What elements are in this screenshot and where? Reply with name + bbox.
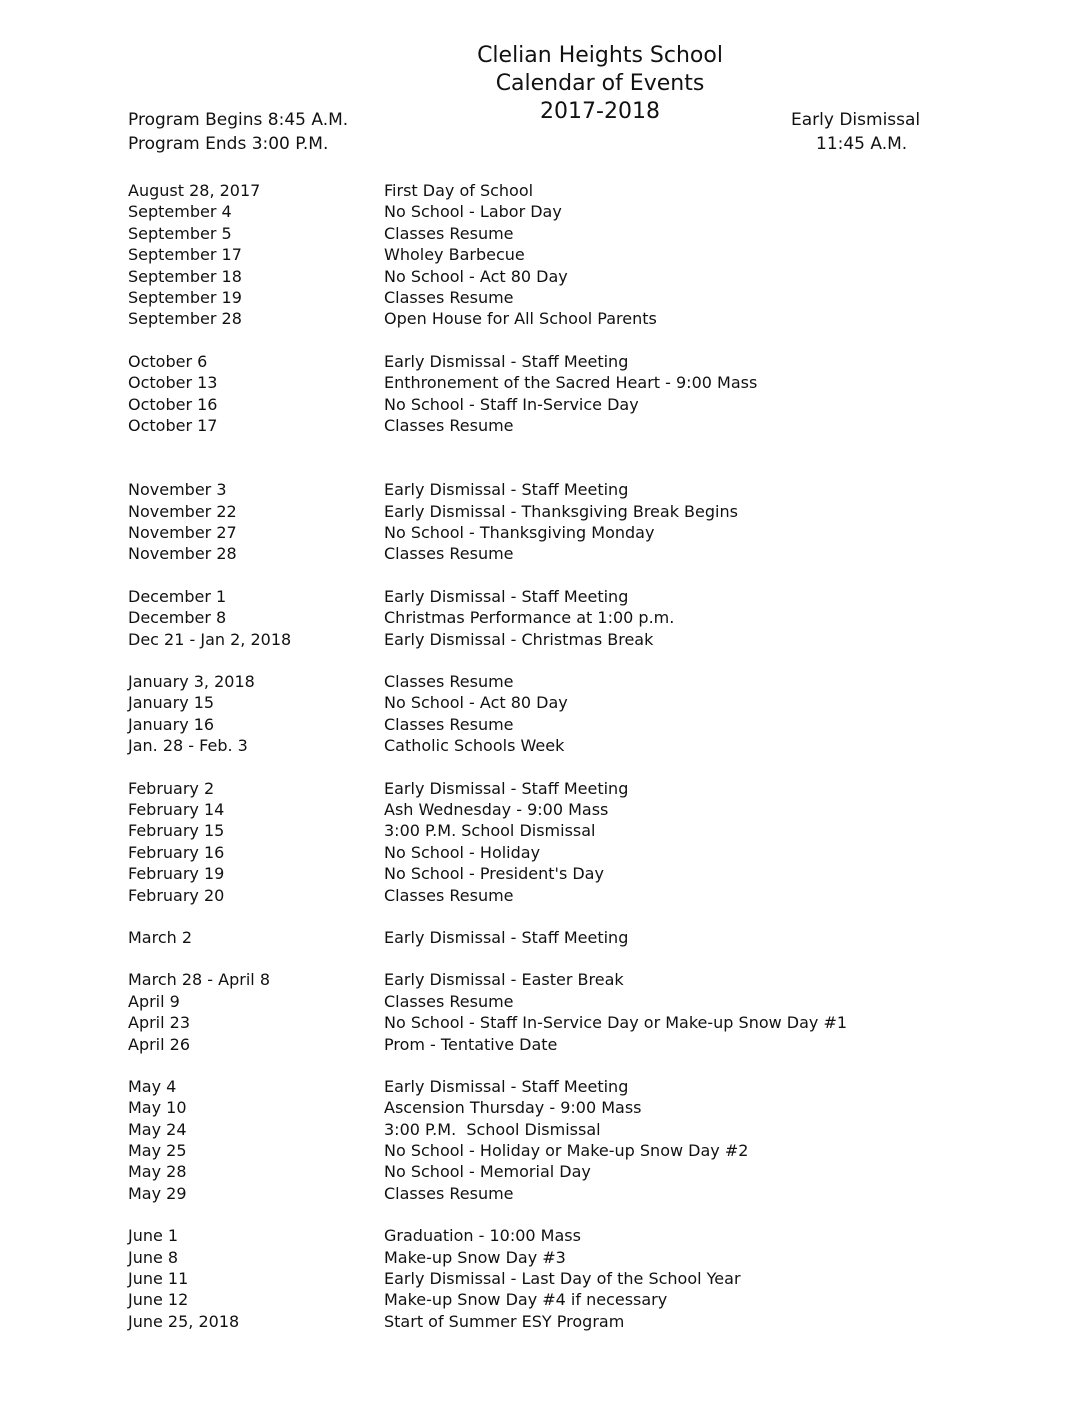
event-description: Start of Summer ESY Program [384,1311,625,1331]
event-description: No School - Staff In-Service Day or Make-up Snow Day #1 [384,1013,848,1033]
event-description: Catholic Schools Week [384,736,565,756]
event-row [128,714,1028,735]
event-date: April 26 [128,1034,191,1054]
event-date: November 27 [128,523,237,543]
event-description: Early Dismissal - Last Day of the School Year [384,1269,741,1289]
event-date: October 13 [128,373,218,393]
event-date: February 19 [128,864,225,884]
event-description: Classes Resume [384,991,514,1011]
event-row [128,820,1028,841]
event-row [128,586,1028,607]
event-row [128,1225,1028,1246]
event-row [128,1140,1028,1161]
event-row [128,991,1028,1012]
event-group [128,1225,1028,1332]
event-date: January 15 [128,693,215,713]
event-row [128,308,1028,329]
event-row [128,969,1028,990]
event-row [128,1183,1028,1204]
event-group [128,671,1028,757]
early-dismissal-time: 11:45 A.M. [816,134,908,154]
event-description: Classes Resume [384,415,514,435]
event-description: No School - Staff In-Service Day [384,394,639,414]
event-row [128,927,1028,948]
event-description: Classes Resume [384,1183,514,1203]
event-description: Open House for All School Parents [384,309,657,329]
event-date: April 9 [128,991,180,1011]
event-date: February 20 [128,885,225,905]
event-description: No School - President's Day [384,864,604,884]
early-dismissal-label: Early Dismissal [791,110,921,130]
event-row [128,863,1028,884]
event-row [128,1012,1028,1033]
event-group [128,479,1028,565]
event-date: September 5 [128,223,232,243]
event-description: Early Dismissal - Thanksgiving Break Begins [384,501,738,521]
event-row [128,1311,1028,1332]
event-date: February 14 [128,799,225,819]
event-row [128,415,1028,436]
event-row [128,479,1028,500]
event-date: Jan. 28 - Feb. 3 [128,736,248,756]
event-group [128,778,1028,906]
program-ends: Program Ends 3:00 P.M. [128,134,329,154]
event-date: December 8 [128,608,227,628]
event-description: Wholey Barbecue [384,245,525,265]
event-row [128,778,1028,799]
event-group [128,927,1028,948]
event-row [128,607,1028,628]
event-date: February 16 [128,842,225,862]
event-description: Early Dismissal - Staff Meeting [384,778,629,798]
event-date: September 17 [128,245,242,265]
event-row [128,372,1028,393]
event-row [128,671,1028,692]
event-date: September 19 [128,287,242,307]
event-row [128,394,1028,415]
event-row [128,266,1028,287]
event-date: June 11 [128,1269,189,1289]
event-date: May 10 [128,1098,187,1118]
event-description: Early Dismissal - Staff Meeting [384,1076,629,1096]
event-row [128,223,1028,244]
event-date: May 29 [128,1183,187,1203]
event-description: Early Dismissal - Staff Meeting [384,927,629,947]
school-name: Clelian Heights School [477,43,723,68]
event-date: September 28 [128,309,242,329]
event-row [128,351,1028,372]
school-year: 2017-2018 [540,99,660,124]
event-date: June 12 [128,1290,189,1310]
event-description: Classes Resume [384,714,514,734]
event-description: Classes Resume [384,287,514,307]
event-date: September 18 [128,266,242,286]
event-row [128,885,1028,906]
event-row [128,1247,1028,1268]
event-description: No School - Holiday [384,842,541,862]
event-description: Early Dismissal - Staff Meeting [384,586,629,606]
event-row [128,201,1028,222]
event-description: Make-up Snow Day #3 [384,1247,566,1267]
event-description: Classes Resume [384,544,514,564]
event-row [128,1119,1028,1140]
event-date: May 25 [128,1141,187,1161]
event-date: November 22 [128,501,237,521]
event-description: No School - Holiday or Make-up Snow Day #2 [384,1141,749,1161]
calendar-title: Calendar of Events [495,71,705,96]
event-description: Early Dismissal - Christmas Break [384,629,654,649]
event-row [128,842,1028,863]
event-date: September 4 [128,202,232,222]
event-row [128,1268,1028,1289]
event-group [128,969,1028,1055]
event-row [128,180,1028,201]
event-description: No School - Act 80 Day [384,693,568,713]
event-row [128,1034,1028,1055]
event-row [128,692,1028,713]
event-description: No School - Thanksgiving Monday [384,523,655,543]
event-group [128,351,1028,437]
event-row [128,799,1028,820]
event-date: November 28 [128,544,237,564]
event-row [128,1076,1028,1097]
event-row [128,1097,1028,1118]
event-date: January 3, 2018 [128,672,255,692]
event-row [128,501,1028,522]
event-description: Classes Resume [384,223,514,243]
event-row [128,735,1028,756]
event-description: First Day of School [384,181,534,200]
event-date: February 2 [128,778,215,798]
event-date: December 1 [128,586,227,606]
event-description: Classes Resume [384,672,514,692]
event-group [128,1076,1028,1204]
event-row [128,244,1028,265]
event-description: Prom - Tentative Date [384,1034,558,1054]
program-begins: Program Begins 8:45 A.M. [128,110,349,130]
event-date: May 24 [128,1119,187,1139]
event-description: 3:00 P.M. School Dismissal [384,1119,601,1139]
events-list [128,180,1028,1332]
event-group [128,586,1028,650]
event-date: June 25, 2018 [128,1311,240,1331]
event-description: Ascension Thursday - 9:00 Mass [384,1098,642,1118]
event-description: Early Dismissal - Staff Meeting [384,351,629,371]
event-date: January 16 [128,714,215,734]
event-row [128,287,1028,308]
event-date: August 28, 2017 [128,181,261,200]
event-description: Early Dismissal - Staff Meeting [384,480,629,500]
event-description: Enthronement of the Sacred Heart - 9:00 Mass [384,373,758,393]
event-description: Graduation - 10:00 Mass [384,1226,581,1246]
event-description: Make-up Snow Day #4 if necessary [384,1290,668,1310]
event-date: March 2 [128,927,193,947]
event-group [128,180,1028,330]
event-description: No School - Act 80 Day [384,266,568,286]
event-description: Early Dismissal - Easter Break [384,970,624,990]
event-description: No School - Memorial Day [384,1162,591,1182]
event-row [128,1289,1028,1310]
event-row [128,543,1028,564]
event-description: Christmas Performance at 1:00 p.m. [384,608,675,628]
event-date: Dec 21 - Jan 2, 2018 [128,629,292,649]
event-date: May 28 [128,1162,187,1182]
event-date: October 16 [128,394,218,414]
event-description: Ash Wednesday - 9:00 Mass [384,799,609,819]
event-row [128,522,1028,543]
event-date: June 1 [128,1226,179,1246]
event-date: April 23 [128,1013,191,1033]
event-date: June 8 [128,1247,179,1267]
event-date: November 3 [128,480,227,500]
event-date: March 28 - April 8 [128,970,270,990]
event-row [128,629,1028,650]
event-date: October 17 [128,415,218,435]
event-date: October 6 [128,351,208,371]
event-row [128,1161,1028,1182]
event-description: No School - Labor Day [384,202,562,222]
event-description: Classes Resume [384,885,514,905]
event-description: 3:00 P.M. School Dismissal [384,821,596,841]
event-date: May 4 [128,1076,177,1096]
event-date: February 15 [128,821,225,841]
